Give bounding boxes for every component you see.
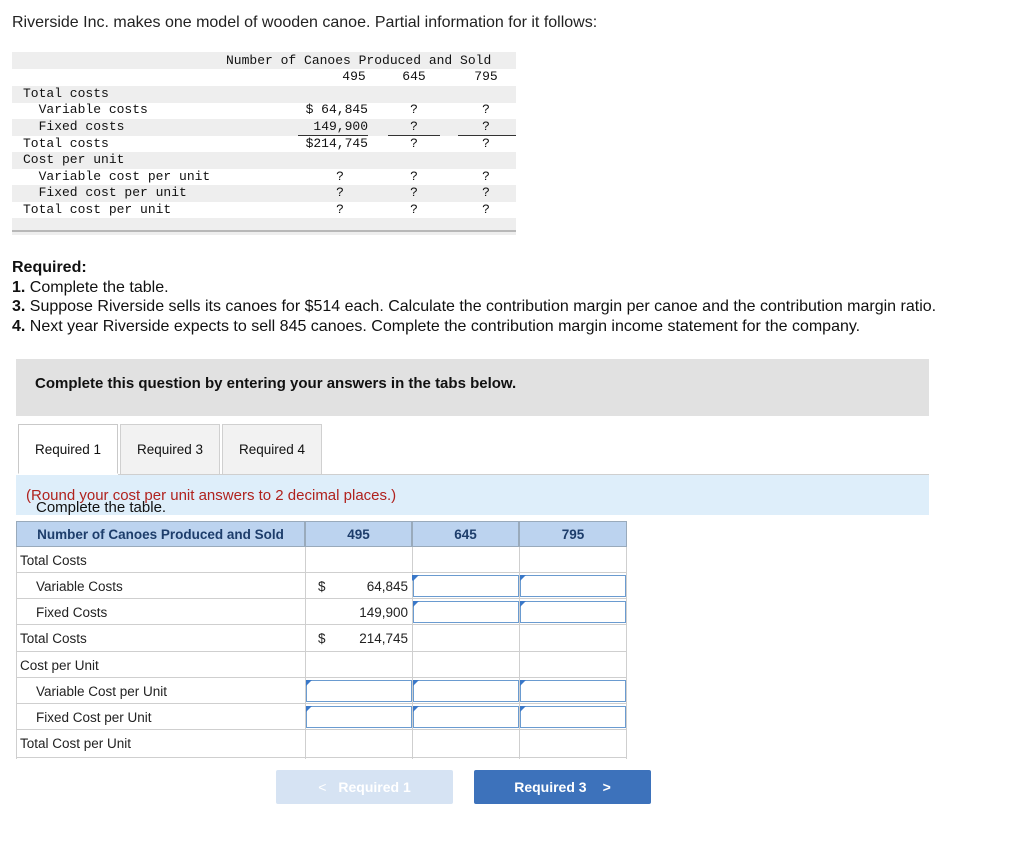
fixed-costs-795-input[interactable] bbox=[520, 601, 626, 623]
ref-cell: ? bbox=[410, 119, 418, 134]
fixed-cost-per-unit-795-input[interactable] bbox=[520, 706, 626, 728]
instruction-bar bbox=[16, 475, 929, 515]
tab-required-3[interactable]: Required 3 bbox=[120, 424, 220, 474]
answer-table bbox=[16, 521, 627, 759]
tab-required-1[interactable]: Required 1 bbox=[18, 424, 118, 474]
fixed-costs-645-input[interactable] bbox=[413, 601, 519, 623]
table-row bbox=[16, 625, 627, 652]
ref-row-label: Fixed cost per unit bbox=[23, 185, 187, 200]
ref-col-495: 495 bbox=[342, 69, 366, 84]
variable-cost-per-unit-645-input[interactable] bbox=[413, 680, 519, 702]
ref-row-label: Variable costs bbox=[23, 102, 148, 117]
ref-cell: ? bbox=[482, 119, 490, 134]
banner-text: Complete this question by entering your answers in the tabs below. bbox=[35, 375, 517, 392]
variable-cost-per-unit-795-input[interactable] bbox=[520, 680, 626, 702]
ref-cell: ? bbox=[482, 136, 490, 151]
fixed-cost-per-unit-645-input[interactable] bbox=[413, 706, 519, 728]
fixed-costs-495-value: 149,900 bbox=[359, 605, 408, 620]
next-required-3-button[interactable] bbox=[474, 770, 651, 804]
instruction-note: (Round your cost per unit answers to 2 decimal places.) bbox=[26, 487, 397, 504]
ref-cell: ? bbox=[410, 102, 418, 117]
row-label-total-cost-per-unit: Total Cost per Unit bbox=[20, 736, 132, 751]
grid-col-645: 645 bbox=[412, 521, 519, 547]
table-row bbox=[16, 573, 627, 599]
row-label-variable-cost-per-unit: Variable Cost per Unit bbox=[36, 684, 168, 699]
ref-cell: ? bbox=[482, 169, 490, 184]
required-item-1: 1. Complete the table. bbox=[12, 278, 169, 296]
table-row bbox=[16, 599, 627, 625]
ref-band bbox=[12, 218, 516, 235]
required-section bbox=[12, 258, 936, 336]
ref-cell: ? bbox=[410, 136, 418, 151]
chevron-left-icon: < bbox=[318, 779, 327, 795]
problem-intro: Riverside Inc. makes one model of wooden canoe. Partial information for it follows: bbox=[12, 14, 598, 31]
required-item-4: 4. Next year Riverside expects to sell 845 canoes. Complete the contribution margin income statement for the company. bbox=[12, 317, 861, 335]
instruction-main: Complete the table. bbox=[36, 499, 167, 516]
row-label-total-costs: Total Costs bbox=[20, 553, 87, 568]
required-item-3: 3. Suppose Riverside sells its canoes for $514 each. Calculate the contribution margin per canoe and the contribution margin ratio. bbox=[12, 298, 937, 315]
prev-required-1-button[interactable] bbox=[276, 770, 453, 804]
prev-button-label: Required 1 bbox=[338, 779, 411, 795]
variable-costs-645-input[interactable] bbox=[413, 575, 519, 597]
ref-bottom-rule bbox=[12, 230, 516, 232]
currency-symbol: $ bbox=[318, 579, 326, 594]
currency-symbol: $ bbox=[318, 631, 326, 646]
table-row bbox=[16, 652, 627, 678]
ref-row-label: Cost per unit bbox=[23, 152, 125, 167]
ref-header: Number of Canoes Produced and Sold bbox=[226, 53, 492, 68]
table-row bbox=[16, 704, 627, 730]
ref-row-label: Total costs bbox=[23, 86, 109, 101]
reference-table bbox=[12, 52, 516, 234]
table-row bbox=[16, 547, 627, 573]
table-row bbox=[16, 678, 627, 704]
instruction-banner bbox=[16, 359, 929, 416]
row-label-variable-costs: Variable Costs bbox=[36, 579, 123, 594]
ref-cell: ? bbox=[482, 185, 490, 200]
ref-row-label: Fixed costs bbox=[23, 119, 125, 134]
ref-cell: ? bbox=[336, 169, 344, 184]
ref-row-label: Variable cost per unit bbox=[23, 169, 211, 184]
row-label-fixed-costs: Fixed Costs bbox=[36, 605, 108, 620]
variable-costs-495-value: 64,845 bbox=[366, 579, 408, 594]
grid-col-495: 495 bbox=[305, 521, 412, 547]
chevron-right-icon: > bbox=[602, 779, 611, 795]
fixed-cost-per-unit-495-input[interactable] bbox=[306, 706, 412, 728]
ref-cell: ? bbox=[410, 202, 418, 217]
variable-costs-795-input[interactable] bbox=[520, 575, 626, 597]
grid-col-795: 795 bbox=[519, 521, 627, 547]
ref-col-645: 645 bbox=[402, 69, 426, 84]
variable-cost-per-unit-495-input[interactable] bbox=[306, 680, 412, 702]
ref-cell: ? bbox=[410, 169, 418, 184]
ref-cell: ? bbox=[336, 202, 344, 217]
ref-cell: ? bbox=[410, 185, 418, 200]
total-costs-495-value: 214,745 bbox=[359, 631, 408, 646]
row-label-total-costs: Total Costs bbox=[20, 631, 87, 646]
ref-cell: 149,900 bbox=[313, 119, 368, 134]
tab-required-4[interactable]: Required 4 bbox=[222, 424, 322, 474]
ref-cell: $214,745 bbox=[305, 136, 368, 151]
row-label-fixed-cost-per-unit: Fixed Cost per Unit bbox=[36, 710, 152, 725]
table-row bbox=[16, 730, 627, 758]
ref-cell: $ 64,845 bbox=[305, 102, 368, 117]
grid-header-label: Number of Canoes Produced and Sold bbox=[16, 521, 305, 547]
ref-row-label: Total costs bbox=[23, 136, 109, 151]
required-heading: Required: bbox=[12, 259, 87, 276]
ref-col-795: 795 bbox=[474, 69, 498, 84]
next-button-label: Required 3 bbox=[514, 779, 587, 795]
ref-cell: ? bbox=[482, 202, 490, 217]
ref-cell: ? bbox=[482, 102, 490, 117]
ref-row-label: Total cost per unit bbox=[23, 202, 172, 217]
ref-cell: ? bbox=[336, 185, 344, 200]
row-label-cost-per-unit: Cost per Unit bbox=[20, 658, 99, 673]
